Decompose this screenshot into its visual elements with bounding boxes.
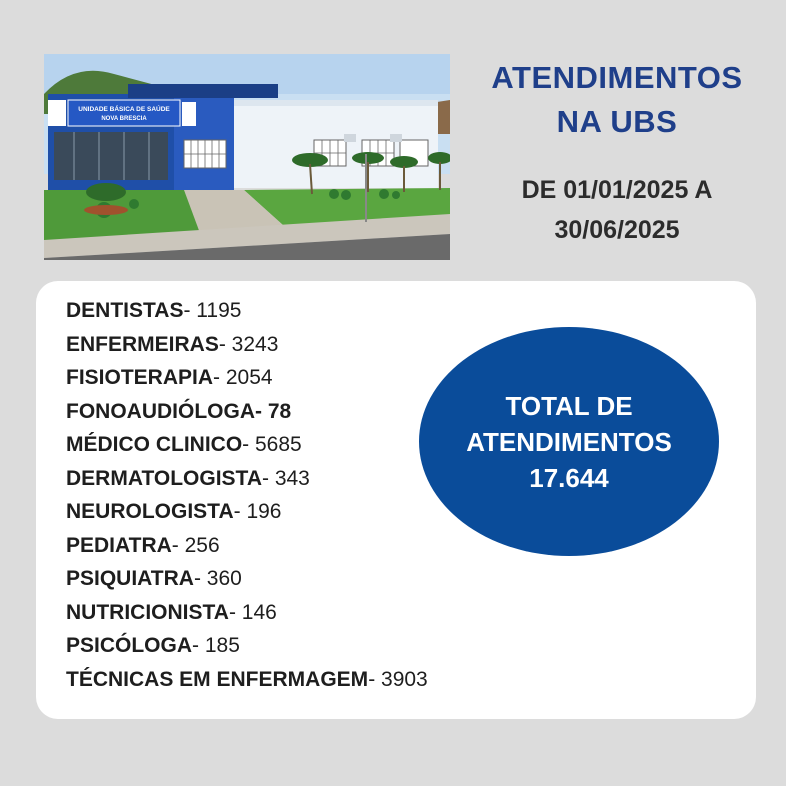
service-label: ENFERMEIRAS <box>66 332 219 356</box>
service-count: - 5685 <box>242 433 302 456</box>
service-item <box>66 428 428 462</box>
service-item <box>66 529 428 563</box>
service-label: TÉCNICAS EM ENFERMAGEM <box>66 667 369 691</box>
title-line-1: ATENDIMENTOS <box>491 60 743 95</box>
total-label-line1: TOTAL DE <box>505 390 633 421</box>
stats-panel <box>36 281 756 719</box>
service-label: NUTRICIONISTA <box>66 600 229 624</box>
page-title <box>462 56 772 144</box>
title-line-2: NA UBS <box>556 104 678 139</box>
service-count: - 256 <box>171 533 220 557</box>
service-count: - 78 <box>255 399 292 423</box>
service-label: DERMATOLOGISTA <box>66 466 262 490</box>
service-item <box>66 395 428 429</box>
service-count: - 2054 <box>213 366 273 389</box>
service-label: PEDIATRA <box>66 533 172 557</box>
service-item <box>66 294 428 328</box>
sign-text-line2: NOVA BRESCIA <box>101 116 147 122</box>
service-item <box>66 562 428 596</box>
service-label: DENTISTAS <box>66 299 184 322</box>
total-value: 17.644 <box>529 462 609 493</box>
sign-text-line1: UNIDADE BÁSICA DE SAÚDE <box>78 106 170 113</box>
total-badge <box>419 327 719 556</box>
service-item <box>66 328 428 362</box>
service-count: - 185 <box>192 634 240 657</box>
service-count: - 3903 <box>368 667 428 691</box>
service-label: PSICÓLOGA <box>66 634 193 657</box>
building-illustration <box>44 54 450 260</box>
service-item <box>66 462 428 496</box>
services-list <box>66 294 428 696</box>
total-label-line2: ATENDIMENTOS <box>466 426 672 457</box>
health-unit-photo <box>44 54 450 260</box>
service-label: MÉDICO CLINICO <box>66 433 243 456</box>
service-count: - 196 <box>233 500 282 523</box>
date-line-1: DE 01/01/2025 A <box>521 176 713 204</box>
service-item <box>66 663 428 697</box>
service-label: NEUROLOGISTA <box>66 500 234 523</box>
service-count: - 1195 <box>183 299 242 322</box>
service-label: FONOAUDIÓLOGA <box>66 399 255 423</box>
date-line-2: 30/06/2025 <box>554 216 680 244</box>
service-item <box>66 495 428 529</box>
date-range <box>462 170 772 250</box>
service-item <box>66 596 428 630</box>
service-label: PSIQUIATRA <box>66 567 194 590</box>
service-count: - 343 <box>262 466 310 490</box>
service-count: - 3243 <box>218 332 279 356</box>
service-count: - 146 <box>228 600 277 624</box>
service-count: - 360 <box>193 567 242 590</box>
service-label: FISIOTERAPIA <box>66 366 214 389</box>
service-item <box>66 629 428 663</box>
service-item <box>66 361 428 395</box>
